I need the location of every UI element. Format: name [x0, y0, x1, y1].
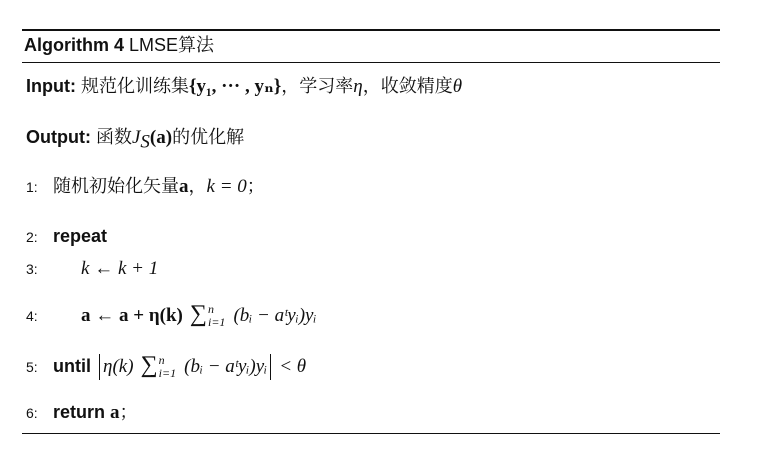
step-5-compare: < θ: [279, 356, 307, 377]
input-text-b: ，学习率: [281, 76, 354, 97]
step-2: [26, 224, 107, 249]
step-4: [26, 303, 317, 329]
input-text-a: 规范化训练集: [81, 76, 189, 97]
step-6-end: ；: [119, 402, 138, 423]
step-6-keyword: return: [53, 402, 106, 422]
sum-icon: ∑: [140, 352, 158, 379]
step-5-rhs: (bᵢ − aᵗyᵢ)yᵢ: [184, 356, 268, 377]
input-theta: θ: [452, 76, 463, 97]
step-4-lhs: a ← a + η(k): [81, 305, 183, 326]
step-6: [26, 400, 138, 425]
abs-bar-left: [99, 354, 100, 380]
caption-title: LMSE算法: [129, 35, 215, 55]
step-3-expr: k ← k + 1: [81, 258, 159, 279]
step-4-sum-bottom: i=1: [207, 315, 226, 330]
output-line: [26, 125, 244, 155]
step-1-init: k = 0: [206, 176, 247, 197]
output-func-arg: (a): [149, 127, 173, 148]
step-1-vector: a: [179, 176, 189, 197]
input-eta: η: [353, 76, 363, 97]
step-5-sum: [141, 354, 177, 380]
step-2-number: 2:: [26, 229, 38, 245]
output-func-sub: S: [140, 131, 150, 153]
step-4-rhs: (bᵢ − aᵗyᵢ)yᵢ: [233, 305, 317, 326]
output-text-b: 的优化解: [172, 127, 245, 148]
output-func: J: [131, 127, 141, 148]
step-1: [26, 174, 265, 199]
step-6-number: 6:: [26, 405, 38, 421]
caption-rule: [22, 62, 720, 63]
input-label: Input:: [26, 76, 76, 96]
output-text-a: 函数: [95, 127, 132, 148]
step-1-end: ；: [246, 176, 265, 197]
step-5-keyword: until: [53, 356, 92, 376]
step-2-keyword: repeat: [53, 226, 108, 246]
step-3-number: 3:: [26, 261, 38, 277]
input-text-c: ，收敛精度: [362, 76, 453, 97]
step-1-text: 随机初始化矢量: [53, 176, 180, 197]
output-label: Output:: [26, 127, 91, 147]
input-set: {y₁, ··· , yₙ}: [189, 76, 282, 97]
input-line: [26, 74, 462, 99]
step-5: [26, 354, 306, 380]
sum-icon: ∑: [189, 301, 207, 328]
algorithm-caption: [24, 33, 214, 57]
step-6-value: a: [110, 402, 120, 423]
abs-bar-right: [270, 354, 271, 380]
step-3: [26, 256, 158, 281]
step-5-sum-bottom: i=1: [158, 366, 177, 381]
step-4-number: 4:: [26, 308, 38, 324]
step-1-sep: ，: [188, 176, 207, 197]
step-5-number: 5:: [26, 359, 38, 375]
step-5-inner: η(k): [103, 356, 134, 377]
algorithm-box: [22, 0, 720, 469]
caption-label: Algorithm 4: [24, 35, 125, 55]
bottom-rule: [22, 433, 720, 434]
step-4-sum: [190, 303, 226, 329]
step-5-sum-top: n: [158, 353, 165, 368]
top-rule: [22, 29, 720, 31]
step-4-sum-top: n: [207, 302, 214, 317]
step-1-number: 1:: [26, 179, 38, 195]
